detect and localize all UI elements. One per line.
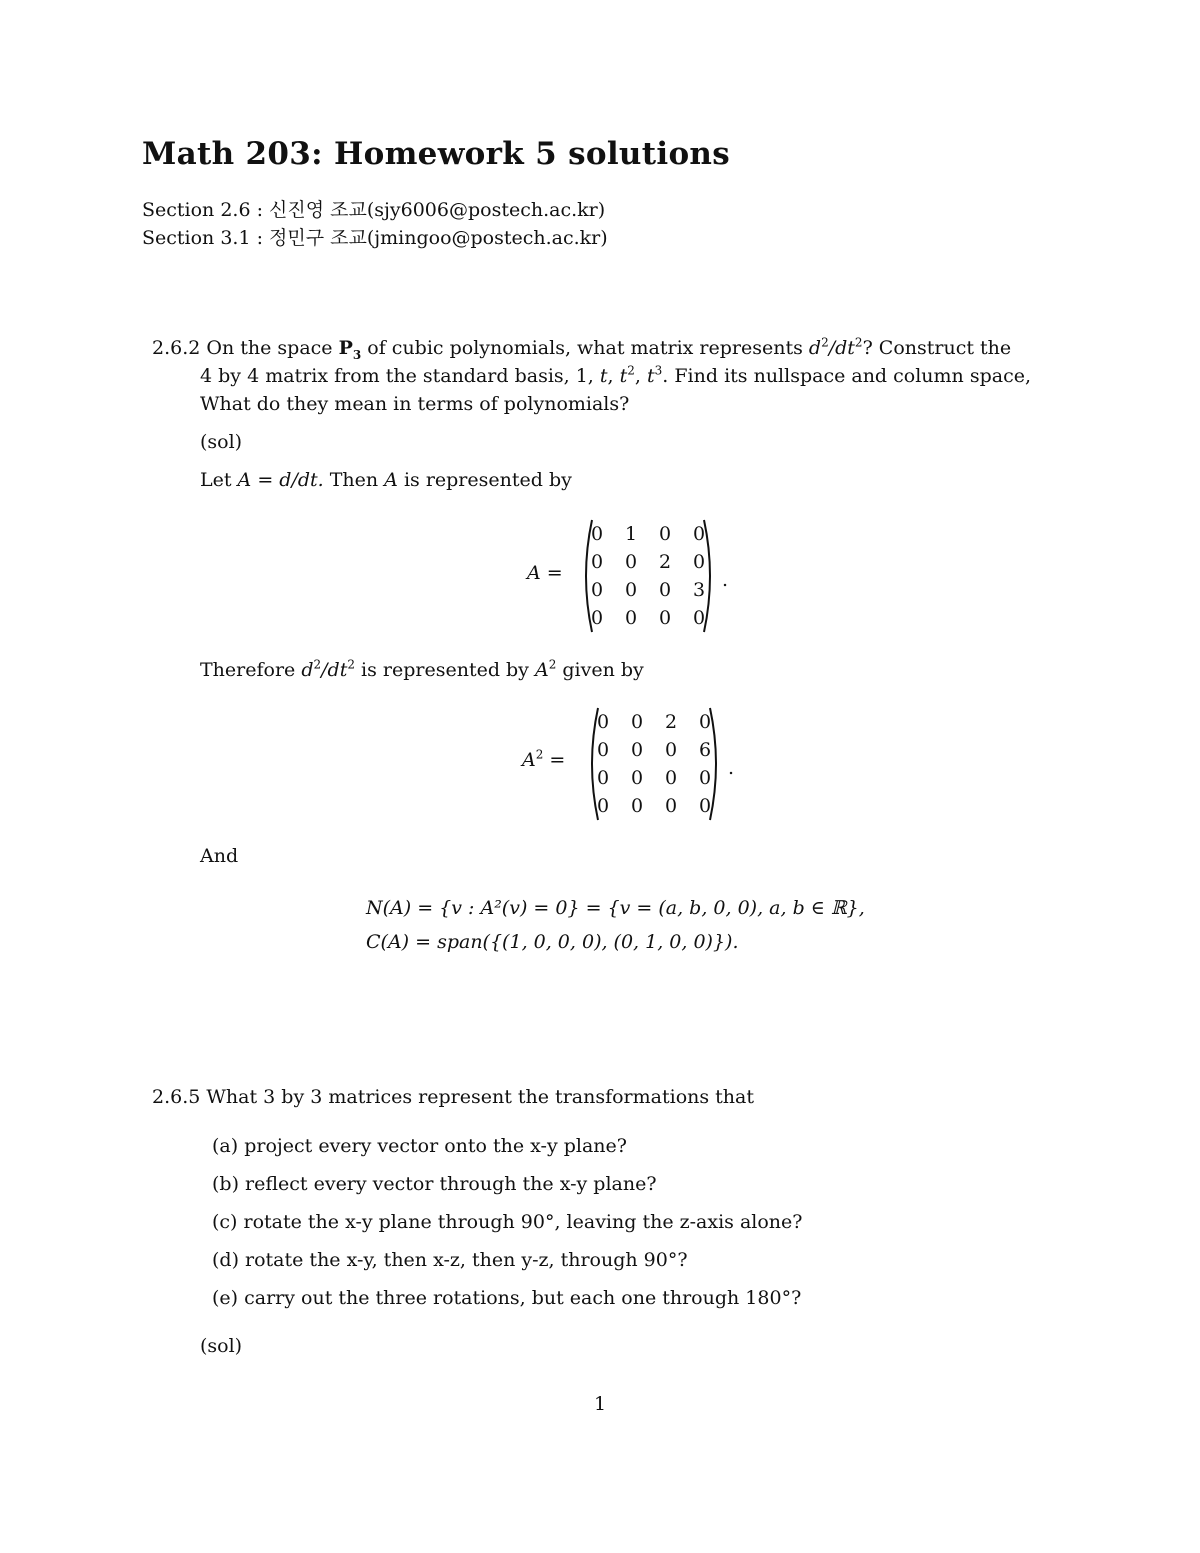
list-item: (d) rotate the x-y, then x-z, then y-z, through 90°? [212, 1249, 688, 1271]
matrix-a2: 0 0 2 0 0 0 0 6 0 0 0 0 0 0 0 0 . [584, 705, 734, 823]
matrix-a2-cell: 0 [630, 795, 644, 817]
sol-label: (sol) [200, 431, 243, 453]
page-title: Math 203: Homework 5 solutions [142, 136, 731, 172]
matrix-a: 0 1 0 0 0 0 2 0 0 0 0 3 0 0 0 0 . [578, 517, 728, 635]
matrix-a2-cell: 0 [664, 767, 678, 789]
matrix-a2-cell: 0 [596, 795, 610, 817]
matrix-a-cell: 0 [590, 523, 604, 545]
matrix-a2-cell: 0 [630, 739, 644, 761]
right-paren-icon [702, 517, 718, 635]
matrix-a-row [580, 604, 716, 632]
matrix-a-cell: 0 [590, 551, 604, 573]
section-line-2-6: Section 2.6 : 신진영 조교(sjy6006@postech.ac.kr) [142, 199, 606, 221]
matrix-a2-cell: 0 [698, 767, 712, 789]
matrix-a-cell: 0 [590, 579, 604, 601]
null-space-equation: N(A) = {v : A²(v) = 0} = {v = (a, b, 0, 0), a, b ∈ ℝ}, [366, 897, 865, 919]
matrix-a-cell: 0 [658, 523, 672, 545]
matrix-a2-row [586, 764, 722, 792]
problem-2-6-2-line1: 2.6.2 On the space $P_3$ of cubic polynomials, what matrix represents $d^2/dt^2$? Construct the [152, 335, 1012, 362]
matrix-a-cell: 0 [624, 551, 638, 573]
matrix-a-cell: 0 [658, 579, 672, 601]
page-number: 1 [593, 1393, 607, 1415]
section-line-3-1: Section 3.1 : 정민구 조교(jmingoo@postech.ac.kr) [142, 227, 608, 249]
matrix-a2-cell: 0 [630, 711, 644, 733]
matrix-a-cell: 3 [692, 579, 706, 601]
column-space-equation: C(A) = span({(1, 0, 0, 0), (0, 1, 0, 0)}). [366, 931, 739, 953]
matrix-a2-cell: 0 [698, 711, 712, 733]
matrix-a-cell: 0 [692, 523, 706, 545]
problem-number: 2.6.5 [152, 1086, 201, 1108]
matrix-a2-cell: 0 [664, 795, 678, 817]
and-label: And [200, 845, 239, 867]
matrix-a2-row [586, 792, 722, 820]
problem-2-6-5-line1: 2.6.5 What 3 by 3 matrices represent the transformations that [152, 1086, 755, 1108]
matrix-a2-label: $A^2$ = [522, 747, 566, 771]
matrix-a-cell: 2 [658, 551, 672, 573]
matrix-a2-cell: 0 [596, 739, 610, 761]
matrix-a-cell: 0 [624, 579, 638, 601]
space-symbol: P [338, 337, 353, 359]
right-paren-icon [708, 705, 724, 823]
matrix-a-row [580, 520, 716, 548]
matrix-a-row [580, 576, 716, 604]
therefore-statement: Therefore $d^2/dt^2$ is represented by $A^2$ given by [200, 657, 644, 681]
matrix-a-cell: 0 [692, 551, 706, 573]
matrix-a2-row [586, 708, 722, 736]
matrix-a2-cell: 0 [698, 795, 712, 817]
matrix-a-cell: 0 [590, 607, 604, 629]
matrix-a2-cell: 0 [596, 711, 610, 733]
matrix-a2-row [586, 736, 722, 764]
list-item: (c) rotate the x-y plane through 90°, leaving the z-axis alone? [212, 1211, 803, 1233]
matrix-a-cell: 0 [692, 607, 706, 629]
list-item: (e) carry out the three rotations, but each one through 180°? [212, 1287, 802, 1309]
matrix-a-row [580, 548, 716, 576]
matrix-a-cell: 1 [624, 523, 638, 545]
matrix-a-cell: 0 [658, 607, 672, 629]
let-statement: Let A = d/dt. Then A is represented by [200, 469, 572, 491]
matrix-a2-cell: 0 [630, 767, 644, 789]
matrix-a2-cell: 2 [664, 711, 678, 733]
matrix-a2-cell: 0 [596, 767, 610, 789]
problem-2-6-2-line3: What do they mean in terms of polynomials? [200, 393, 630, 415]
matrix-a-cell: 0 [624, 607, 638, 629]
sol-label-2: (sol) [200, 1335, 243, 1357]
problem-number: 2.6.2 [152, 337, 201, 359]
matrix-a2-cell: 0 [664, 739, 678, 761]
list-item: (b) reflect every vector through the x-y plane? [212, 1173, 657, 1195]
matrix-a2-cell: 6 [698, 739, 712, 761]
problem-2-6-2-line2: 4 by 4 matrix from the standard basis, 1, t, $t^2$, $t^3$. Find its nullspace and column space, [200, 363, 1031, 387]
list-item: (a) project every vector onto the x-y plane? [212, 1135, 627, 1157]
matrix-a-label: A = [527, 562, 563, 584]
